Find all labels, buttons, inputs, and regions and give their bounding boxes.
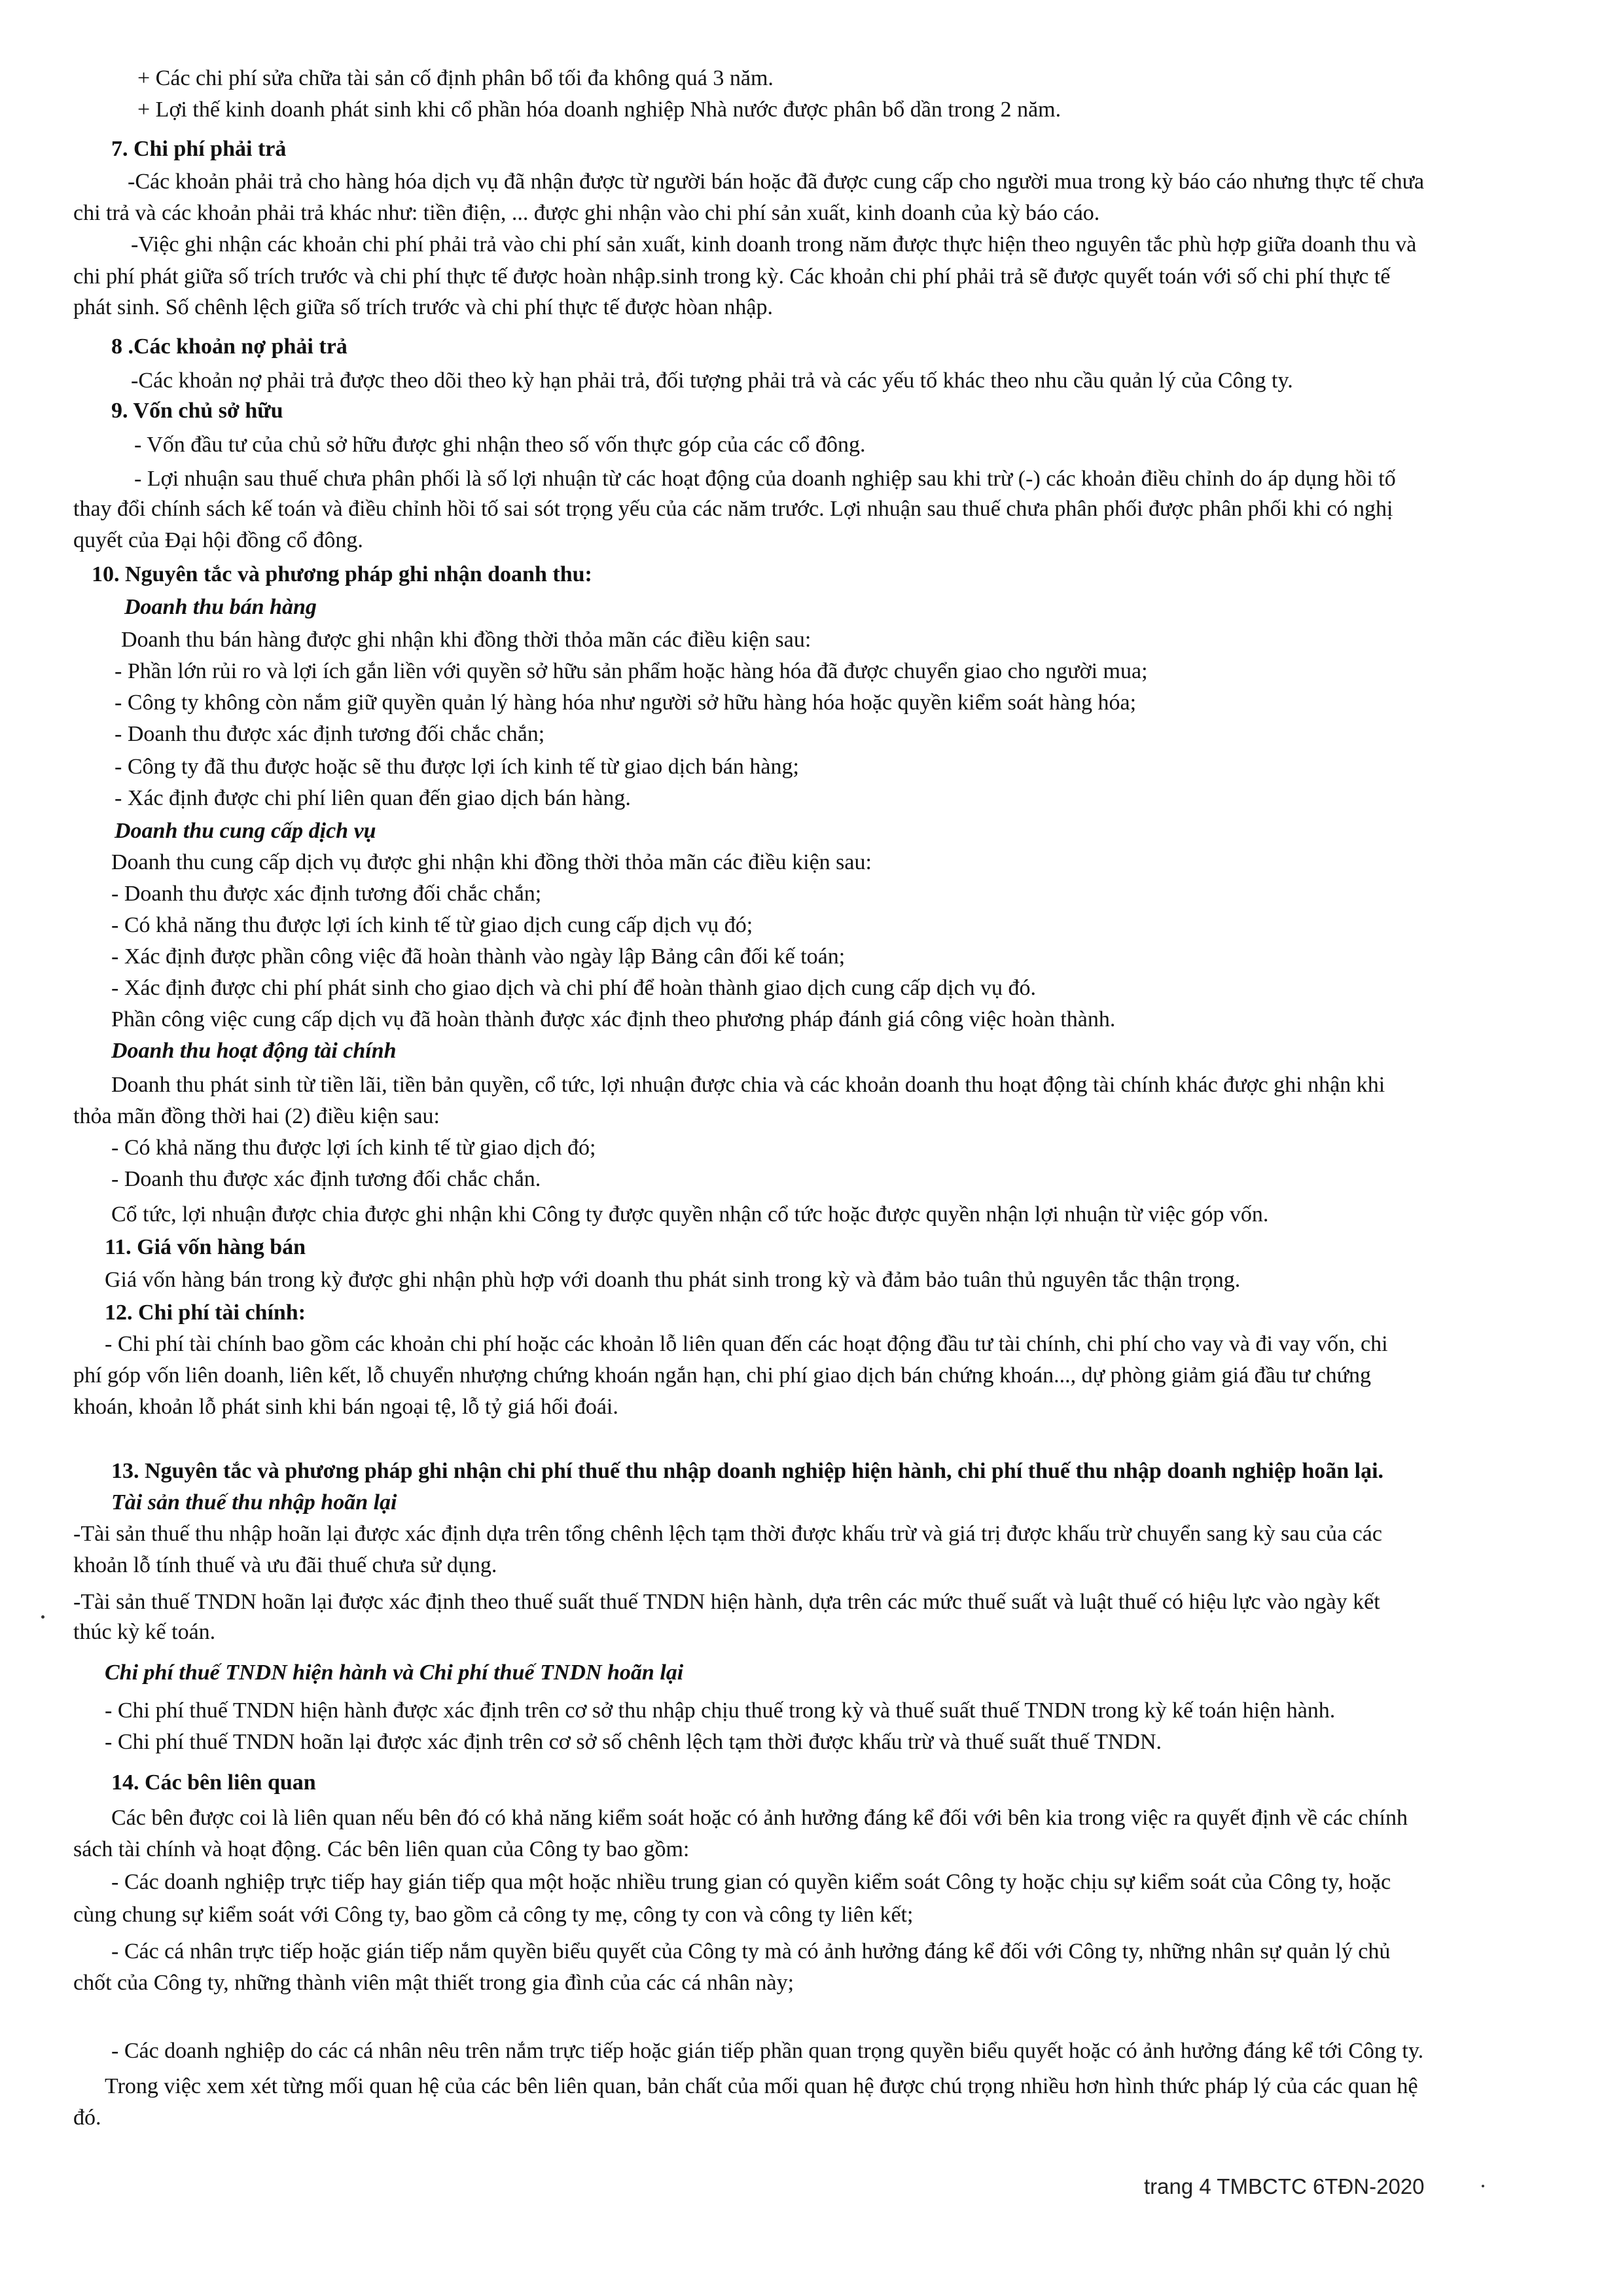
text-line: + Các chi phí sửa chữa tài sản cố định phân bổ tối đa không quá 3 năm. — [137, 66, 774, 90]
text-line: đó. — [73, 2106, 101, 2130]
text-line: -Tài sản thuế TNDN hoãn lại được xác định theo thuế suất thuế TNDN hiện hành, dựa trên các mức thuế suất và luật thuế có hiệu lực vào ngày kết — [73, 1590, 1380, 1614]
text-line: -Các khoản phải trả cho hàng hóa dịch vụ đã nhận được từ người bán hoặc đã được cung cấp cho người mua trong kỳ báo cáo nhưng thực tế chưa — [128, 170, 1425, 194]
subsection-heading: Tài sản thuế thu nhập hoãn lại — [111, 1490, 397, 1515]
text-line: chi phí phát giữa số trích trước và chi phí thực tế được hoàn nhập.sinh trong kỳ. Các khoản chi phí phải trả sẽ được quyết toán với số chi phí thực tế — [73, 264, 1391, 289]
text-line: - Doanh thu được xác định tương đối chắc chắn; — [115, 722, 545, 746]
text-line: thúc kỳ kế toán. — [73, 1620, 216, 1644]
subsection-heading: Doanh thu hoạt động tài chính — [111, 1039, 397, 1063]
text-line: - Có khả năng thu được lợi ích kinh tế từ giao dịch cung cấp dịch vụ đó; — [111, 913, 753, 937]
section-heading: 10. Nguyên tắc và phương pháp ghi nhận doanh thu: — [92, 562, 592, 586]
text-line: Trong việc xem xét từng mối quan hệ của các bên liên quan, bản chất của mối quan hệ được chú trọng nhiều hơn hình thức pháp lý của các quan hệ — [105, 2074, 1418, 2098]
text-line: - Xác định được chi phí liên quan đến giao dịch bán hàng. — [115, 786, 631, 810]
section-heading: 8 .Các khoản nợ phải trả — [111, 334, 348, 359]
text-line: - Xác định được chi phí phát sinh cho giao dịch và chi phí để hoàn thành giao dịch cung cấp dịch vụ đó. — [111, 976, 1037, 1000]
section-heading: 7. Chi phí phải trả — [111, 137, 287, 161]
section-heading: 14. Các bên liên quan — [111, 1770, 316, 1795]
text-line: chốt của Công ty, những thành viên mật thiết trong gia đình của các cá nhân này; — [73, 1971, 794, 1995]
section-heading: 11. Giá vốn hàng bán — [105, 1235, 306, 1259]
text-line: phí góp vốn liên doanh, liên kết, lỗ chuyển nhượng chứng khoán ngắn hạn, chi phí giao dịch bán chứng khoán..., dự phòng giảm giá đầu tư chứng — [73, 1363, 1372, 1388]
text-line: khoán, khoản lỗ phát sinh khi bán ngoại tệ, lỗ tỷ giá hối đoái. — [73, 1395, 618, 1419]
text-line: - Các doanh nghiệp do các cá nhân nêu trên nắm trực tiếp hoặc gián tiếp phần quan trọng quyền biểu quyết hoặc có ảnh hưởng đáng kể tới Công ty. — [111, 2039, 1424, 2063]
text-line: Các bên được coi là liên quan nếu bên đó có khả năng kiểm soát hoặc có ảnh hưởng đáng kể đối với bên kia trong việc ra quyết định về các chính — [111, 1806, 1408, 1830]
text-line: - Doanh thu được xác định tương đối chắc chắn; — [111, 882, 542, 906]
text-line: - Vốn đầu tư của chủ sở hữu được ghi nhận theo số vốn thực góp của các cổ đông. — [134, 433, 866, 457]
text-line: quyết của Đại hội đồng cổ đông. — [73, 528, 363, 552]
text-line: thay đổi chính sách kế toán và điều chỉnh hồi tố sai sót trọng yếu của các năm trước. Lợi nhuận sau thuế chưa phân phối được phân phối khi có nghị — [73, 497, 1393, 521]
text-line: - Các doanh nghiệp trực tiếp hay gián tiếp qua một hoặc nhiều trung gian có quyền kiểm soát Công ty hoặc chịu sự kiểm soát của Công ty, hoặc — [111, 1870, 1391, 1894]
text-line: cùng chung sự kiểm soát với Công ty, bao gồm cả công ty mẹ, công ty con và công ty liên kết; — [73, 1903, 914, 1927]
text-line: Doanh thu bán hàng được ghi nhận khi đồng thời thỏa mãn các điều kiện sau: — [121, 628, 812, 652]
text-line: - Công ty không còn nắm giữ quyền quản lý hàng hóa như người sở hữu hàng hóa hoặc quyền kiểm soát hàng hóa; — [115, 691, 1137, 715]
subsection-heading: Chi phí thuế TNDN hiện hành và Chi phí thuế TNDN hoãn lại — [105, 1660, 684, 1685]
text-line: Doanh thu phát sinh từ tiền lãi, tiền bản quyền, cổ tức, lợi nhuận được chia và các khoản doanh thu hoạt động tài chính khác được ghi nhận khi — [111, 1073, 1385, 1097]
text-line: -Tài sản thuế thu nhập hoãn lại được xác định dựa trên tổng chênh lệch tạm thời được khấu trừ và giá trị được khấu trừ chuyển sang kỳ sau của các — [73, 1522, 1382, 1546]
text-line: -Các khoản nợ phải trả được theo dõi theo kỳ hạn phải trả, đối tượng phải trả và các yếu tố khác theo nhu cầu quản lý của Công ty. — [131, 368, 1293, 393]
text-line: Doanh thu cung cấp dịch vụ được ghi nhận khi đồng thời thỏa mãn các điều kiện sau: — [111, 850, 872, 874]
text-line: + Lợi thế kinh doanh phát sinh khi cổ phần hóa doanh nghiệp Nhà nước được phân bổ dần trong 2 năm. — [137, 98, 1061, 122]
text-line: - Phần lớn rủi ro và lợi ích gắn liền với quyền sở hữu sản phẩm hoặc hàng hóa đã được chuyển giao cho người mua; — [115, 659, 1148, 683]
text-line: Cổ tức, lợi nhuận được chia được ghi nhận khi Công ty được quyền nhận cổ tức hoặc được quyền nhận lợi nhuận từ việc góp vốn. — [111, 1202, 1269, 1227]
text-line: sách tài chính và hoạt động. Các bên liên quan của Công ty bao gồm: — [73, 1837, 690, 1861]
subsection-heading: Doanh thu cung cấp dịch vụ — [115, 819, 376, 843]
text-line: - Công ty đã thu được hoặc sẽ thu được lợi ích kinh tế từ giao dịch bán hàng; — [115, 755, 799, 779]
text-line: - Xác định được phần công việc đã hoàn thành vào ngày lập Bảng cân đối kế toán; — [111, 944, 846, 969]
section-heading: 9. Vốn chủ sở hữu — [111, 399, 283, 423]
text-line: - Doanh thu được xác định tương đối chắc chắn. — [111, 1167, 541, 1191]
text-line: - Các cá nhân trực tiếp hoặc gián tiếp nắm quyền biểu quyết của Công ty mà có ảnh hưởng đáng kể đối với Công ty, những nhân sự quản lý chủ — [111, 1939, 1391, 1964]
scan-speck — [1482, 2185, 1484, 2187]
text-line: -Việc ghi nhận các khoản chi phí phải trả vào chi phí sản xuất, kinh doanh trong năm được thực hiện theo nguyên tắc phù hợp giữa doanh thu và — [131, 232, 1417, 257]
section-heading: 12. Chi phí tài chính: — [105, 1300, 306, 1325]
scan-speck — [41, 1615, 45, 1619]
page-footer: trang 4 TMBCTC 6TĐN-2020 — [1144, 2174, 1425, 2198]
text-line: - Chi phí thuế TNDN hoãn lại được xác định trên cơ sở số chênh lệch tạm thời được khấu trừ và thuế suất thuế TNDN. — [105, 1730, 1162, 1754]
text-line: thỏa mãn đồng thời hai (2) điều kiện sau: — [73, 1104, 440, 1128]
subsection-heading: Doanh thu bán hàng — [124, 595, 317, 619]
text-line: - Chi phí tài chính bao gồm các khoản chi phí hoặc các khoản lỗ liên quan đến các hoạt động đầu tư tài chính, chi phí cho vay và đi vay vốn, chi — [105, 1332, 1388, 1356]
text-line: khoản lỗ tính thuế và ưu đãi thuế chưa sử dụng. — [73, 1553, 497, 1577]
section-heading: 13. Nguyên tắc và phương pháp ghi nhận chi phí thuế thu nhập doanh nghiệp hiện hành, chi phí thuế thu nhập doanh nghiệp hoãn lại. — [111, 1459, 1384, 1483]
text-line: Phần công việc cung cấp dịch vụ đã hoàn thành được xác định theo phương pháp đánh giá công việc hoàn thành. — [111, 1007, 1116, 1031]
text-line: - Chi phí thuế TNDN hiện hành được xác định trên cơ sở thu nhập chịu thuế trong kỳ và thuế suất thuế TNDN trong kỳ kế toán hiện hành. — [105, 1698, 1336, 1723]
text-line: chi trả và các khoản phải trả khác như: tiền điện, ... được ghi nhận vào chi phí sản xuất, kinh doanh của kỳ báo cáo. — [73, 201, 1100, 225]
text-line: phát sinh. Số chênh lệch giữa số trích trước và chi phí thực tế được hòan nhập. — [73, 295, 773, 319]
text-line: - Có khả năng thu được lợi ích kinh tế từ giao dịch đó; — [111, 1136, 596, 1160]
text-line: - Lợi nhuận sau thuế chưa phân phối là số lợi nhuận từ các hoạt động của doanh nghiệp sau khi trừ (-) các khoản điều chỉnh do áp dụng hồi tố — [134, 467, 1396, 491]
text-line: Giá vốn hàng bán trong kỳ được ghi nhận phù hợp với doanh thu phát sinh trong kỳ và đảm bảo tuân thủ nguyên tắc thận trọng. — [105, 1268, 1241, 1292]
